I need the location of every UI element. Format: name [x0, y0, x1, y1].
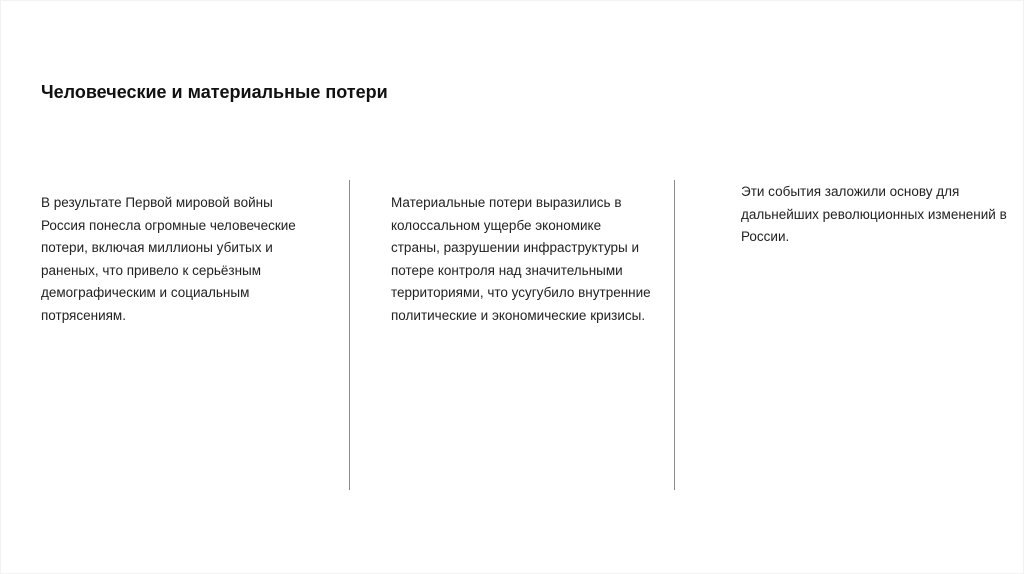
column-material-losses: Материальные потери выразились в колоссальном ущербе экономике страны, разрушении инфраструктуры и потере контроля над значительными территориями, что усугубило внутренние политические и экономические кризисы.	[391, 195, 651, 323]
column-divider	[349, 180, 350, 490]
slide-title: Человеческие и материальные потери	[41, 82, 388, 102]
column-divider	[674, 180, 675, 490]
column-consequences: Эти события заложили основу для дальнейших революционных изменений в России.	[741, 184, 1007, 244]
column-human-losses: В результате Первой мировой войны Россия понесла огромные человеческие потери, включая миллионы убитых и раненых, что привело к серьёзным демографическим и социальным потрясениям.	[41, 195, 296, 323]
